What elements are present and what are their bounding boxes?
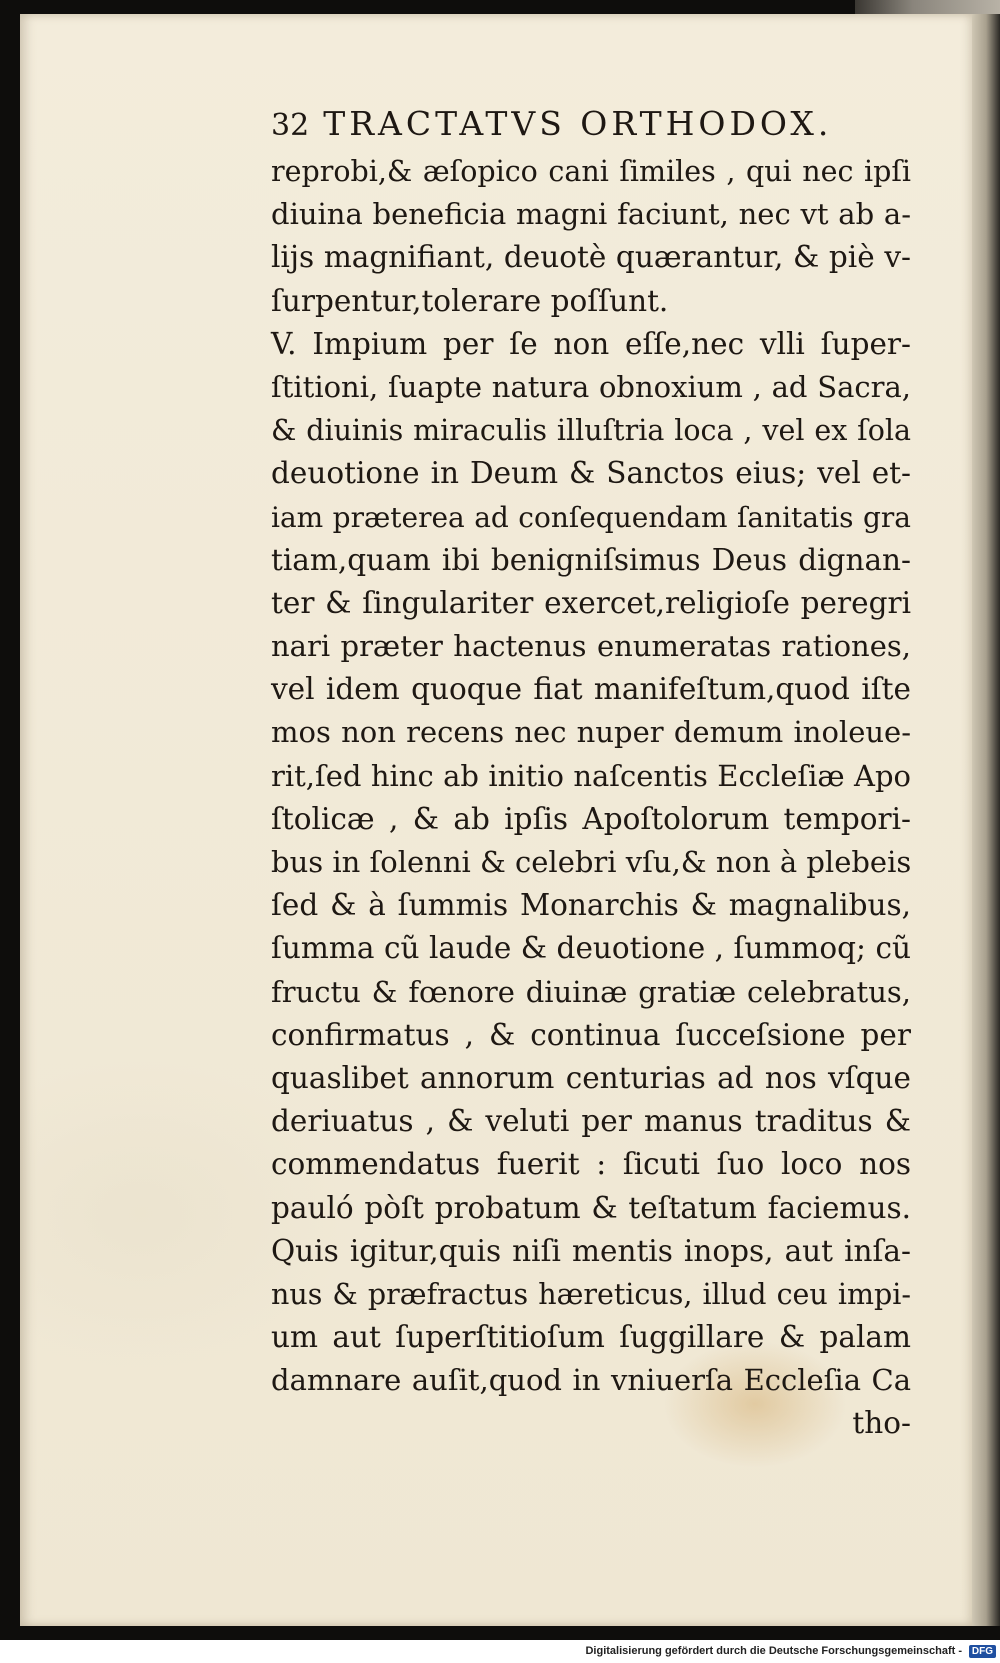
text-line: ſtolicæ , & ab ipſis Apoſtolorum tempori- — [271, 801, 911, 836]
text-line: um aut ſuperſtitioſum ſuggillare & palam — [271, 1320, 911, 1355]
text-line: pauló pòſt probatum & teſtatum faciemus. — [271, 1190, 911, 1225]
text-line: lijs magnifiant, deuotè quærantur, & piè v- — [271, 240, 911, 275]
page-right-edge — [972, 14, 1000, 1626]
text-line: ſtitioni, ſuapte natura obnoxium , ad Sacra, — [271, 369, 911, 404]
running-title: TRACTATVS ORTHODOX. — [323, 104, 833, 143]
text-line: fructu & fœnore diuinæ gratiæ celebratus, — [271, 974, 911, 1009]
digitization-credit: Digitalisierung gefördert durch die Deutsche Forschungsgemeinschaft - — [585, 1645, 962, 1657]
page-number: 32 — [271, 108, 310, 143]
text-line: mos non recens nec nuper demum inoleue- — [271, 715, 911, 750]
text-line: commendatus fuerit : ſicuti ſuo loco nos — [271, 1147, 911, 1182]
running-header — [271, 104, 911, 150]
text-line: nari præter hactenus enumeratas rationes, — [271, 629, 911, 664]
text-line: Quis igitur,quis niſi mentis inops, aut inſa- — [271, 1233, 911, 1268]
text-line: reprobi,& æſopico cani ſimiles , qui nec ipſi — [271, 155, 911, 188]
text-line: damnare auſit,quod in vniuerſa Eccleſia Ca — [271, 1363, 911, 1398]
page-text — [271, 104, 911, 1446]
text-line: & diuinis miraculis illuſtria loca , vel ex ſola — [271, 414, 911, 448]
text-line: bus in ſolenni & celebri vſu,& non à plebeis — [271, 845, 912, 879]
text-line: V. Impium per ſe non eſſe,nec vlli ſuper- — [271, 326, 911, 361]
text-line: quaslibet annorum centurias ad nos vſque — [271, 1060, 911, 1095]
text-line: vel idem quoque fiat manifeſtum,quod iſte — [271, 672, 911, 707]
text-line: tiam,quam ibi benigniſsimus Deus dignan- — [271, 542, 911, 577]
text-line: deriuatus , & veluti per manus traditus & — [271, 1104, 911, 1139]
text-line: ſurpentur,tolerare poſſunt. — [271, 283, 669, 318]
text-line: confirmatus , & continua ſucceſsione per — [271, 1017, 911, 1052]
text-line: ſed & à ſummis Monarchis & magnalibus, — [271, 888, 911, 923]
text-line: ter & ſingulariter exercet,religioſe peregri — [271, 585, 911, 620]
catchword: tho- — [852, 1406, 911, 1441]
text-line: rit,ſed hinc ab initio naſcentis Eccleſiæ Apo — [271, 758, 911, 793]
dfg-logo: DFG — [969, 1645, 996, 1658]
text-line: ſumma cũ laude & deuotione , ſummoq; cũ — [271, 931, 911, 966]
text-line: nus & præfractus hæreticus, illud ceu impi- — [271, 1277, 911, 1311]
text-line: diuina beneficia magni faciunt, nec vt ab a- — [271, 197, 911, 232]
text-line: deuotione in Deum & Sanctos eius; vel et- — [271, 456, 911, 491]
text-line: iam præterea ad conſequendam ſanitatis gra — [271, 500, 911, 534]
